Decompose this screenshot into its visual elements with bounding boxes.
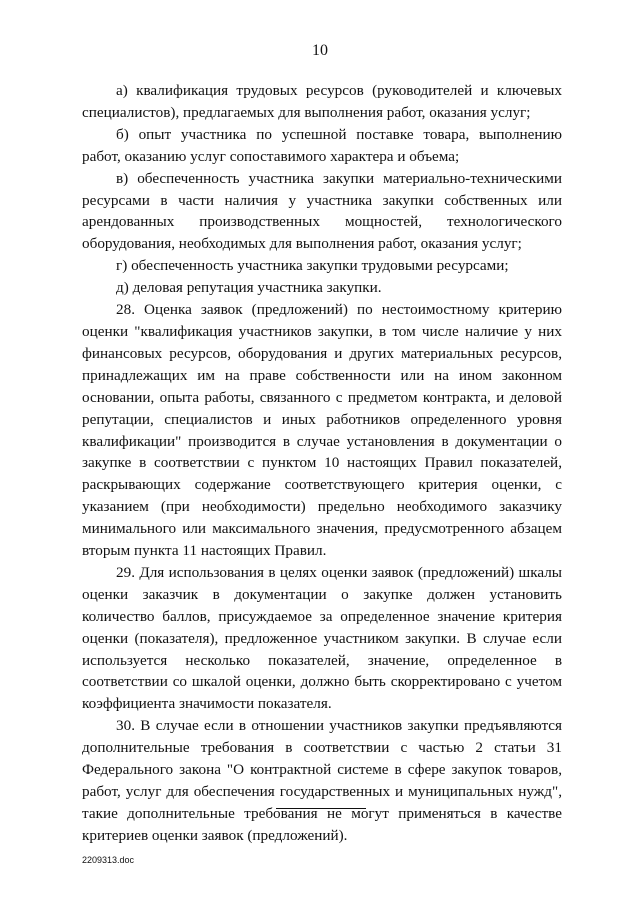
document-body [82, 80, 562, 847]
page-number: 10 [312, 42, 328, 59]
separator-rule [276, 808, 366, 809]
paragraph-29: 29. Для использования в целях оценки заявок (предложений) шкалы оценки заказчик в документации о закупке должен установить количество баллов, присуждаемое за определенное значение критерия оценки (показателя), предложенное участником закупки. В случае если используется несколько показателей, значение, определенное в соответствии со шкалой оценки, должно быть скорректировано с учетом коэффициента значимости показателя. [82, 563, 562, 713]
paragraph-d: д) деловая репутация участника закупки. [116, 279, 382, 297]
paragraph-28: 28. Оценка заявок (предложений) по нестоимостному критерию оценки "квалификация участников закупки, в том числе наличие у них финансовых ресурсов, оборудования и других материальных ресурсов, принадлежащих им на праве собственности или на ином законном основании, опыта работы, связанного с предметом контракта, и деловой репутации, специалистов и иных работников определенного уровня квалификации" производится в случае установления в документации о закупке в соответствии с пунктом 10 настоящих Правил показателей, раскрывающих содержание соответствующего критерия оценки, с указанием (при необходимости) предельно необходимого заказчику минимального или максимального значения, предусмотренного абзацем вторым пункта 11 настоящих Правил. [82, 301, 562, 560]
paragraph-a: а) квалификация трудовых ресурсов (руководителей и ключевых специалистов), предлагаемых для выполнения работ, оказания услуг; [82, 82, 562, 121]
paragraph-g: г) обеспеченность участника закупки трудовыми ресурсами; [116, 257, 509, 275]
paragraph-v: в) обеспеченность участника закупки материально-техническими ресурсами в части наличия у участника закупки собственных или арендованных производственных мощностей, технологического оборудования, необходимых для выполнения работ, оказания услуг; [82, 169, 562, 253]
document-file-id: 2209313.doc [82, 855, 135, 865]
paragraph-b: б) опыт участника по успешной поставке товара, выполнению работ, оказанию услуг сопоставимого характера и объема; [82, 125, 562, 165]
paragraph-30: 30. В случае если в отношении участников закупки предъявляются дополнительные требования в соответствии с частью 2 статьи 31 Федерального закона "О контрактной системе в сфере закупок товаров, работ, услуг для обеспечения государственных и муниципальных нужд", такие дополнительные требования не могут применяться в качестве критериев оценки заявок (предложений). [82, 717, 562, 844]
